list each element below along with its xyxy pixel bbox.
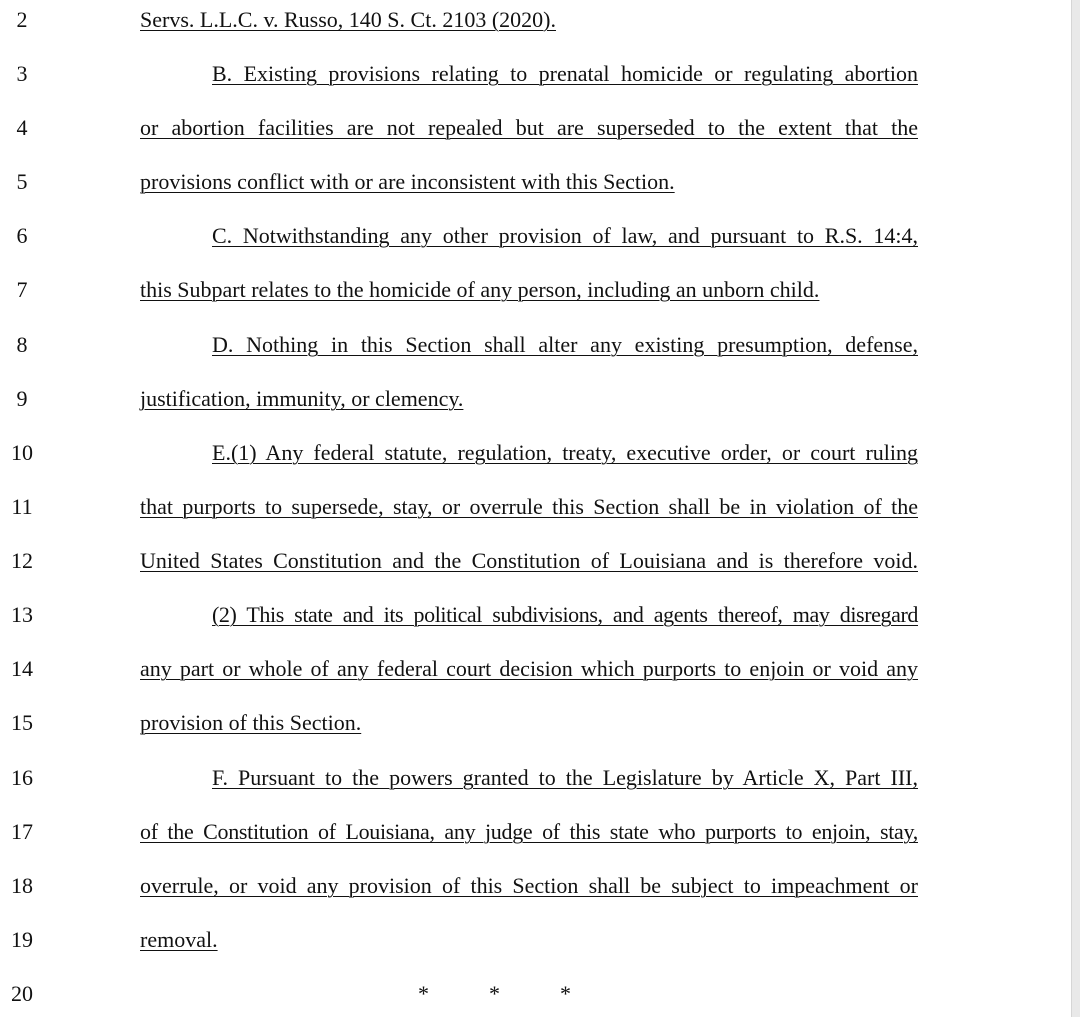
document-line xyxy=(0,270,1080,310)
line-number: 2 xyxy=(16,7,28,32)
line-text xyxy=(140,649,918,689)
line-text xyxy=(140,703,918,743)
line-text-content: Servs. L.L.C. v. Russo, 140 S. Ct. 2103 (2020). xyxy=(140,7,556,32)
document-line xyxy=(0,487,1080,527)
document-line xyxy=(0,920,1080,960)
line-number: 15 xyxy=(11,710,33,735)
section-break-star: * xyxy=(418,981,429,1006)
line-text-content: or abortion facilities are not repealed but are superseded to the extent that the xyxy=(140,115,918,140)
document-line xyxy=(0,162,1080,202)
line-text-content: of the Constitution of Louisiana, any judge of this state who purports to enjoin, stay, xyxy=(140,819,918,844)
line-text-content: (2) This state and its political subdivisions, and agents thereof, may disregard xyxy=(212,602,918,627)
line-number: 9 xyxy=(16,386,28,411)
section-break-star: * xyxy=(489,981,500,1006)
line-text-content: F. Pursuant to the powers granted to the Legislature by Article X, Part III, xyxy=(212,765,918,790)
line-text xyxy=(140,866,918,906)
line-number: 5 xyxy=(16,169,28,194)
line-text xyxy=(140,487,918,527)
section-break-star: * xyxy=(560,981,571,1006)
line-text-content: C. Notwithstanding any other provision of law, and pursuant to R.S. 14:4, xyxy=(212,223,918,248)
document-line xyxy=(0,54,1080,94)
line-number: 14 xyxy=(11,656,33,681)
line-number: 20 xyxy=(11,981,33,1006)
line-text-content: D. Nothing in this Section shall alter any existing presumption, defense, xyxy=(212,332,918,357)
line-text xyxy=(140,325,918,365)
line-text xyxy=(140,216,918,256)
line-text-content: provisions conflict with or are inconsistent with this Section. xyxy=(140,169,675,194)
document-line xyxy=(0,974,1080,1014)
line-text xyxy=(140,595,918,635)
line-text xyxy=(140,541,918,581)
line-number: 3 xyxy=(16,61,28,86)
line-text-content: any part or whole of any federal court decision which purports to enjoin or void any xyxy=(140,656,918,681)
document-line xyxy=(0,0,1080,40)
line-text-content: overrule, or void any provision of this Section shall be subject to impeachment or xyxy=(140,873,918,898)
document-line xyxy=(0,812,1080,852)
line-text xyxy=(140,54,918,94)
document-line xyxy=(0,325,1080,365)
line-number: 8 xyxy=(16,332,28,357)
document-line xyxy=(0,758,1080,798)
line-number: 17 xyxy=(11,819,33,844)
line-text xyxy=(140,433,918,473)
line-text xyxy=(140,812,918,852)
document-line xyxy=(0,649,1080,689)
line-text-content: E.(1) Any federal statute, regulation, treaty, executive order, or court ruling xyxy=(212,440,918,465)
line-text-content: provision of this Section. xyxy=(140,710,362,735)
line-text-content: removal. xyxy=(140,927,218,952)
line-text xyxy=(140,379,918,419)
line-text xyxy=(140,920,918,960)
document-line xyxy=(0,703,1080,743)
line-number: 7 xyxy=(16,277,28,302)
line-text xyxy=(140,270,918,310)
document-line xyxy=(0,433,1080,473)
line-text xyxy=(140,108,918,148)
line-number: 4 xyxy=(16,115,28,140)
document-line xyxy=(0,108,1080,148)
line-text xyxy=(140,758,918,798)
document-line xyxy=(0,595,1080,635)
line-text-content: that purports to supersede, stay, or overrule this Section shall be in violation of the xyxy=(140,494,918,519)
document-line xyxy=(0,216,1080,256)
line-text-content: justification, immunity, or clemency. xyxy=(140,386,464,411)
line-text-content: B. Existing provisions relating to prenatal homicide or regulating abortion xyxy=(212,61,918,86)
line-number: 10 xyxy=(11,440,33,465)
line-text-content: United States Constitution and the Constitution of Louisiana and is therefore void. xyxy=(140,548,918,573)
line-text xyxy=(140,0,918,40)
line-number: 12 xyxy=(11,548,33,573)
document-line xyxy=(0,379,1080,419)
document-line xyxy=(0,866,1080,906)
line-number: 13 xyxy=(11,602,33,627)
line-number: 16 xyxy=(11,765,33,790)
line-text-content: this Subpart relates to the homicide of any person, including an unborn child. xyxy=(140,277,820,302)
line-number: 6 xyxy=(16,223,28,248)
document-line xyxy=(0,541,1080,581)
line-text xyxy=(140,162,918,202)
line-number: 11 xyxy=(11,494,33,519)
line-number: 19 xyxy=(11,927,33,952)
line-number: 18 xyxy=(11,873,33,898)
